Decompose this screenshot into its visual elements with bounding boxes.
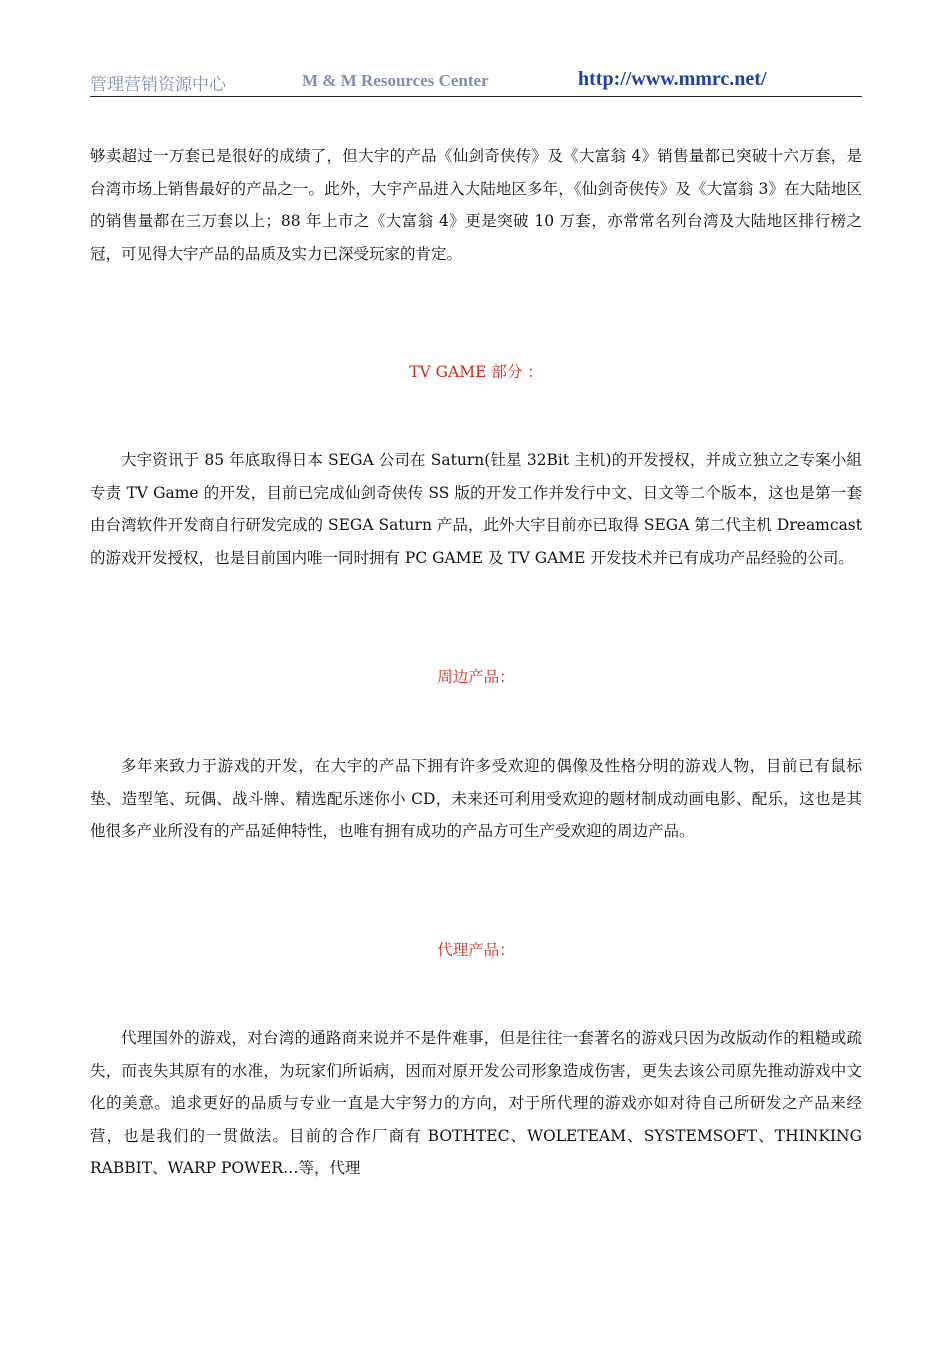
page-header bbox=[90, 68, 862, 97]
agency-heading: 代理产品： bbox=[437, 941, 515, 959]
agency-paragraph-block bbox=[90, 1022, 862, 1185]
header-org-en: M & M Resources Center bbox=[302, 71, 489, 90]
tv-game-paragraph: 大宇资讯于 85 年底取得日本 SEGA 公司在 Saturn(钍星 32Bit 主机)的开发授权，并成立独立之专案小組专责 TV Game 的开发，目前已完成仙剑奇侠传 SS 版的开发工作并发行中文、日文等二个版本，这也是第一套由台湾软件开发商自行研发完成的 SEGA Saturn 产品，此外大宇目前亦已取得 SEGA 第二代主机 Dreamcast 的游戏开发授权，也是目前国内唯一同时拥有 PC GAME 及 TV GAME 开发技术并已有成功产品经验的公司。 bbox=[90, 451, 862, 567]
agency-paragraph: 代理国外的游戏，对台湾的通路商来说并不是件难事，但是往往一套著名的游戏只因为改版动作的粗糙或疏失，而丧失其原有的水准，为玩家们所诟病，因而对原开发公司形象造成伤害，更失去该公司原先推动游戏中文化的美意。追求更好的品质与专业一直是大宇努力的方向，对于所代理的游戏亦如对待自己所研发之产品来经营，也是我们的一贯做法。目前的合作厂商有 BOTHTEC、WOLETEAM、SYSTEMSOFT、THINKING RABBIT、WARP POWER…等，代理 bbox=[90, 1029, 862, 1177]
tv-game-paragraph-block bbox=[90, 444, 862, 574]
intro-paragraph: 够卖超过一万套已是很好的成绩了，但大宇的产品《仙剑奇侠传》及《大富翁 4》销售量都已突破十六万套，是台湾市场上销售最好的产品之一。此外，大宇产品进入大陆地区多年，《仙剑奇侠传》及《大富翁 3》在大陆地区的销售量都在三万套以上；88 年上市之《大富翁 4》更是突破 10 万套，亦常常名列台湾及大陆地区排行榜之冠，可见得大宇产品的品质及实力已深受玩家的肯定。 bbox=[90, 147, 862, 263]
header-url-link[interactable]: http://www.mmrc.net/ bbox=[578, 68, 767, 90]
header-org-cn: 管理营销资源中心 bbox=[90, 75, 226, 95]
peripheral-paragraph-block bbox=[90, 750, 862, 848]
tv-game-heading: TV GAME 部分 ： bbox=[409, 363, 543, 381]
peripheral-paragraph: 多年来致力于游戏的开发，在大宇的产品下拥有许多受欢迎的偶像及性格分明的游戏人物，目前已有鼠标垫、造型笔、玩偶、战斗牌、精选配乐迷你小 CD，未来还可利用受欢迎的题材制成动画电影、配乐，这也是其他很多产业所没有的产品延伸特性，也唯有拥有成功的产品方可生产受欢迎的周边产品。 bbox=[90, 757, 862, 840]
intro-paragraph-block bbox=[90, 140, 862, 270]
peripheral-heading: 周边产品： bbox=[437, 668, 515, 686]
